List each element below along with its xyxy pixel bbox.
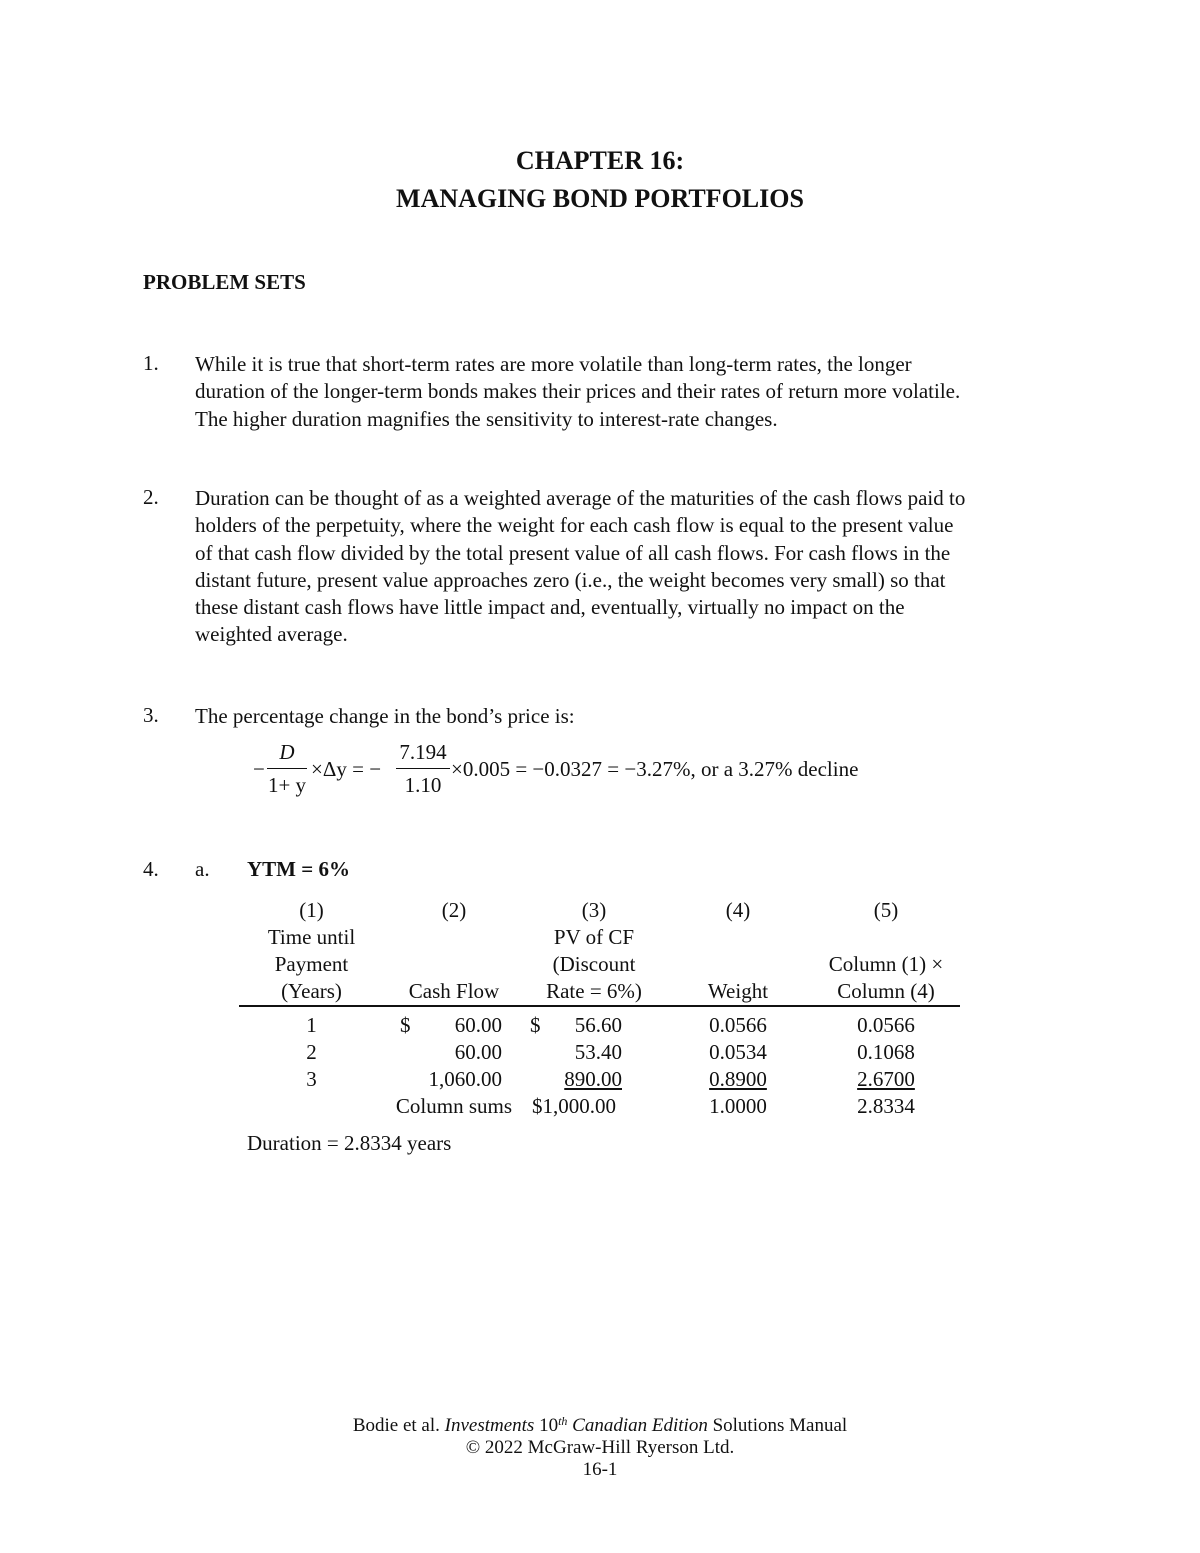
page-number: 16-1 (582, 1459, 618, 1480)
chapter-title: MANAGING BOND PORTFOLIOS (396, 184, 804, 213)
cell-cash-flow (384, 1012, 524, 1039)
footer-book-title: Investments (444, 1415, 535, 1436)
text-line: The percentage change in the bond’s price is: (195, 704, 575, 728)
text-line: While it is true that short-term rates are more volatile than long-term rates, the longer (195, 352, 912, 376)
weight-value: 0.8900 (709, 1067, 767, 1091)
formula-d-symbol: D (279, 740, 295, 764)
cash-flow-value: 60.00 (454, 1040, 502, 1064)
problem-4-number: 4. (143, 857, 159, 881)
table-row (239, 1012, 960, 1039)
footer-edition-number: 10 (534, 1415, 559, 1436)
table-row (239, 1039, 960, 1066)
problem-1-text (195, 351, 1100, 433)
formula-times-delta-y: ×Δy = − (311, 757, 382, 781)
footer-citation (0, 1415, 1200, 1437)
fraction-bar (267, 768, 307, 769)
duration-formula (253, 740, 953, 800)
cell-product: 0.1068 (857, 1040, 915, 1064)
problem-1-number: 1. (143, 351, 159, 375)
text-line: these distant cash flows have little impact and, eventually, virtually no impact on the (195, 595, 905, 620)
sum-product: 2.8334 (857, 1094, 915, 1118)
footer-edition: Canadian Edition (567, 1415, 708, 1436)
column-number: (2) (441, 898, 467, 922)
table-header-row (239, 978, 960, 1006)
column-header (384, 924, 524, 951)
cell-pv (524, 1039, 664, 1066)
column-header: Rate = 6%) (524, 978, 664, 1006)
chapter-number: CHAPTER 16: (515, 146, 685, 175)
table-header-row (239, 897, 960, 924)
column-header (812, 924, 960, 951)
text-line: Duration can be thought of as a weighted average of the maturities of the cash flows paid to (195, 486, 966, 510)
table-header-row (239, 924, 960, 951)
pv-value: 56.60 (574, 1013, 622, 1037)
fraction-numerator: 7.194 (399, 740, 447, 764)
duration-table (239, 897, 960, 1120)
problem-2-number: 2. (143, 485, 159, 509)
column-number: (3) (581, 898, 607, 922)
sums-row (239, 1093, 960, 1120)
text-line: The higher duration magnifies the sensitivity to interest-rate changes. (195, 406, 778, 431)
cash-flow-value: 1,060.00 (428, 1067, 502, 1091)
text-line: distant future, present value approaches zero (i.e., the weight becomes very small) so that (195, 567, 946, 592)
pv-value: 53.40 (574, 1040, 622, 1064)
cell-weight: 0.0534 (709, 1040, 767, 1064)
cell-time: 3 (306, 1067, 317, 1091)
cell-cash-flow (384, 1039, 524, 1066)
sum-pv: $1,000.00 (532, 1094, 616, 1118)
dollar-sign: $ (400, 1013, 411, 1037)
sum-weight: 1.0000 (709, 1094, 767, 1118)
footer-suffix: Solutions Manual (707, 1415, 848, 1436)
duration-result: Duration = 2.8334 years (247, 1131, 452, 1155)
column-header: Payment (274, 952, 349, 976)
table-header-row (239, 951, 960, 978)
column-header: Weight (664, 978, 812, 1006)
column-header: Column (1) × (828, 952, 944, 976)
footer-prefix: Bodie et al. (352, 1415, 445, 1436)
column-header: Column (4) (812, 978, 960, 1006)
table-row (239, 1066, 960, 1093)
problem-3-text (195, 703, 1100, 730)
fraction-denominator: 1.10 (404, 773, 442, 797)
pv-value: 890.00 (564, 1067, 622, 1091)
column-header: Time until (267, 925, 356, 949)
footer-copyright: © 2022 McGraw-Hill Ryerson Ltd. (465, 1437, 735, 1458)
product-value: 2.6700 (857, 1067, 915, 1091)
column-header: (Years) (239, 978, 384, 1006)
sums-label: Column sums (395, 1094, 512, 1118)
problem-3-number: 3. (143, 703, 159, 727)
column-number: (5) (873, 898, 899, 922)
cell-product (812, 1066, 960, 1093)
text-line: weighted average. (195, 622, 348, 647)
cell-weight: 0.0566 (709, 1013, 767, 1037)
cell-time: 1 (306, 1013, 317, 1037)
cell-pv (524, 1066, 664, 1093)
footer-edition-suffix: th (558, 1414, 568, 1428)
problem-4-part: a. (195, 857, 210, 881)
column-header (664, 924, 812, 951)
formula-result: ×0.005 = −0.0327 = −3.27%, or a 3.27% decline (451, 757, 859, 781)
cell-weight (664, 1066, 812, 1093)
column-header: Cash Flow (384, 978, 524, 1006)
column-header: (Discount (552, 952, 636, 976)
text-line: duration of the longer-term bonds makes their prices and their rates of return more volatile. (195, 379, 961, 404)
fraction-denominator: 1+ y (267, 773, 307, 797)
formula-minus: − (253, 757, 265, 781)
cell-product: 0.0566 (857, 1013, 915, 1037)
problem-2-text (195, 485, 1100, 649)
column-header (664, 951, 812, 978)
cell-cash-flow (384, 1066, 524, 1093)
section-title: PROBLEM SETS (143, 270, 306, 294)
cash-flow-value: 60.00 (454, 1013, 502, 1037)
text-line: holders of the perpetuity, where the weight for each cash flow is equal to the present value (195, 513, 954, 538)
column-number: (4) (725, 898, 751, 922)
column-number: (1) (299, 898, 324, 922)
column-header: PV of CF (553, 925, 635, 949)
cell-pv (524, 1012, 664, 1039)
column-header (384, 951, 524, 978)
dollar-sign: $ (530, 1013, 541, 1037)
ytm-label: YTM = 6% (247, 857, 350, 881)
fraction-bar (396, 768, 450, 769)
fraction-numerator (267, 740, 307, 765)
cell-time: 2 (306, 1040, 317, 1064)
text-line: of that cash flow divided by the total present value of all cash flows. For cash flows in the (195, 540, 951, 565)
